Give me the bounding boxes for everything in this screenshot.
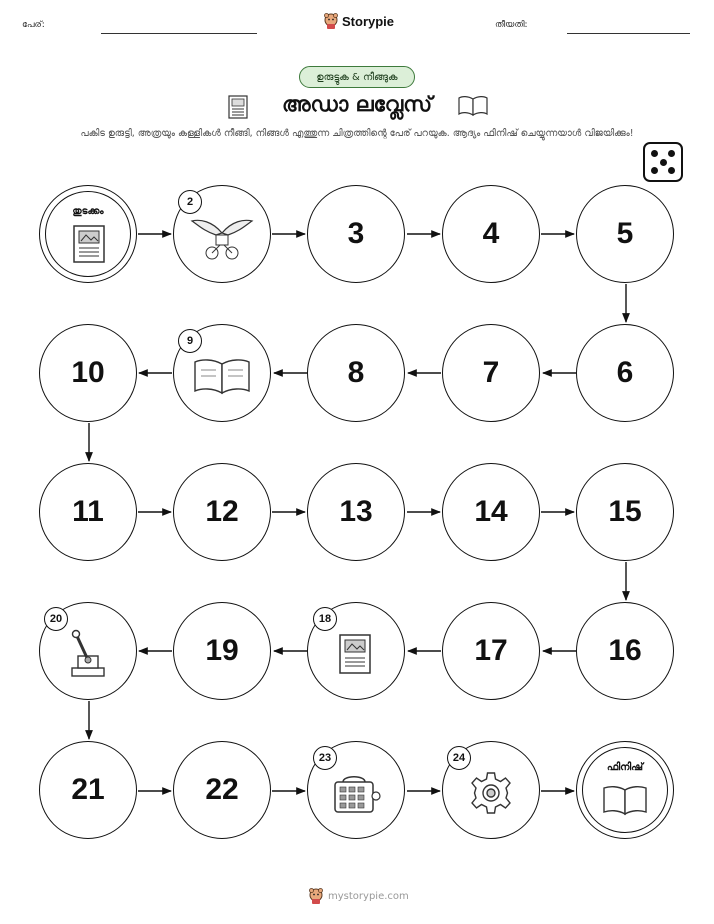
cell-17[interactable]: 17: [442, 602, 540, 700]
finish-cell[interactable]: [576, 741, 674, 839]
page-title: അഡാ ലവ്ലേസ്: [281, 92, 433, 116]
cell-21[interactable]: 21: [39, 741, 137, 839]
name-label: പേര്:: [22, 20, 45, 30]
cell-badge-18: 18: [313, 607, 337, 631]
cell-15[interactable]: 15: [576, 463, 674, 561]
open-book-icon: [602, 784, 648, 816]
cell-13[interactable]: 13: [307, 463, 405, 561]
lever-machine-icon: [66, 628, 110, 680]
calculating-machine-icon: [331, 772, 381, 816]
cell-22[interactable]: 22: [173, 741, 271, 839]
game-type-pill: ഉരുട്ടുക & നീങ്ങുക: [299, 66, 415, 88]
cell-3[interactable]: 3: [307, 185, 405, 283]
storypie-bear-icon: [309, 888, 323, 904]
cell-badge-9: 9: [178, 329, 202, 353]
finish-label: ഫിനിഷ്: [606, 762, 644, 773]
start-label: തുടക്കം: [72, 206, 104, 217]
cell-8[interactable]: 8: [307, 324, 405, 422]
cell-16[interactable]: 16: [576, 602, 674, 700]
brand-name: Storypie: [342, 13, 395, 29]
cell-badge-24: 24: [447, 746, 471, 770]
cell-12[interactable]: 12: [173, 463, 271, 561]
cell-14[interactable]: 14: [442, 463, 540, 561]
cell-5[interactable]: 5: [576, 185, 674, 283]
cell-10[interactable]: 10: [39, 324, 137, 422]
cell-badge-2: 2: [178, 190, 202, 214]
flying-machine-icon: [190, 215, 254, 263]
gear-icon: [468, 770, 514, 816]
start-cell[interactable]: [39, 185, 137, 283]
cell-badge-23: 23: [313, 746, 337, 770]
newspaper-icon: [338, 633, 374, 675]
footer: [309, 888, 409, 904]
footer-url[interactable]: mystorypie.com: [328, 890, 409, 902]
cell-19[interactable]: 19: [173, 602, 271, 700]
cell-4[interactable]: 4: [442, 185, 540, 283]
cell-6[interactable]: 6: [576, 324, 674, 422]
date-label: തീയതി:: [495, 20, 528, 30]
instructions: പകിട ഉരുട്ടി, അത്രയും കള്ളികൾ നീങ്ങി, നിങ്ങൾ എത്തുന്ന ചിത്രത്തിന്റെ പേര് പറയുക. ആദ്യം ഫിനിഷ് ചെയ്യുന്നയാൾ വിജയിക്കും!: [80, 128, 634, 139]
cell-11[interactable]: 11: [39, 463, 137, 561]
cell-7[interactable]: 7: [442, 324, 540, 422]
newspaper-icon: [72, 224, 108, 264]
open-book-icon: [192, 356, 252, 396]
cell-badge-20: 20: [44, 607, 68, 631]
